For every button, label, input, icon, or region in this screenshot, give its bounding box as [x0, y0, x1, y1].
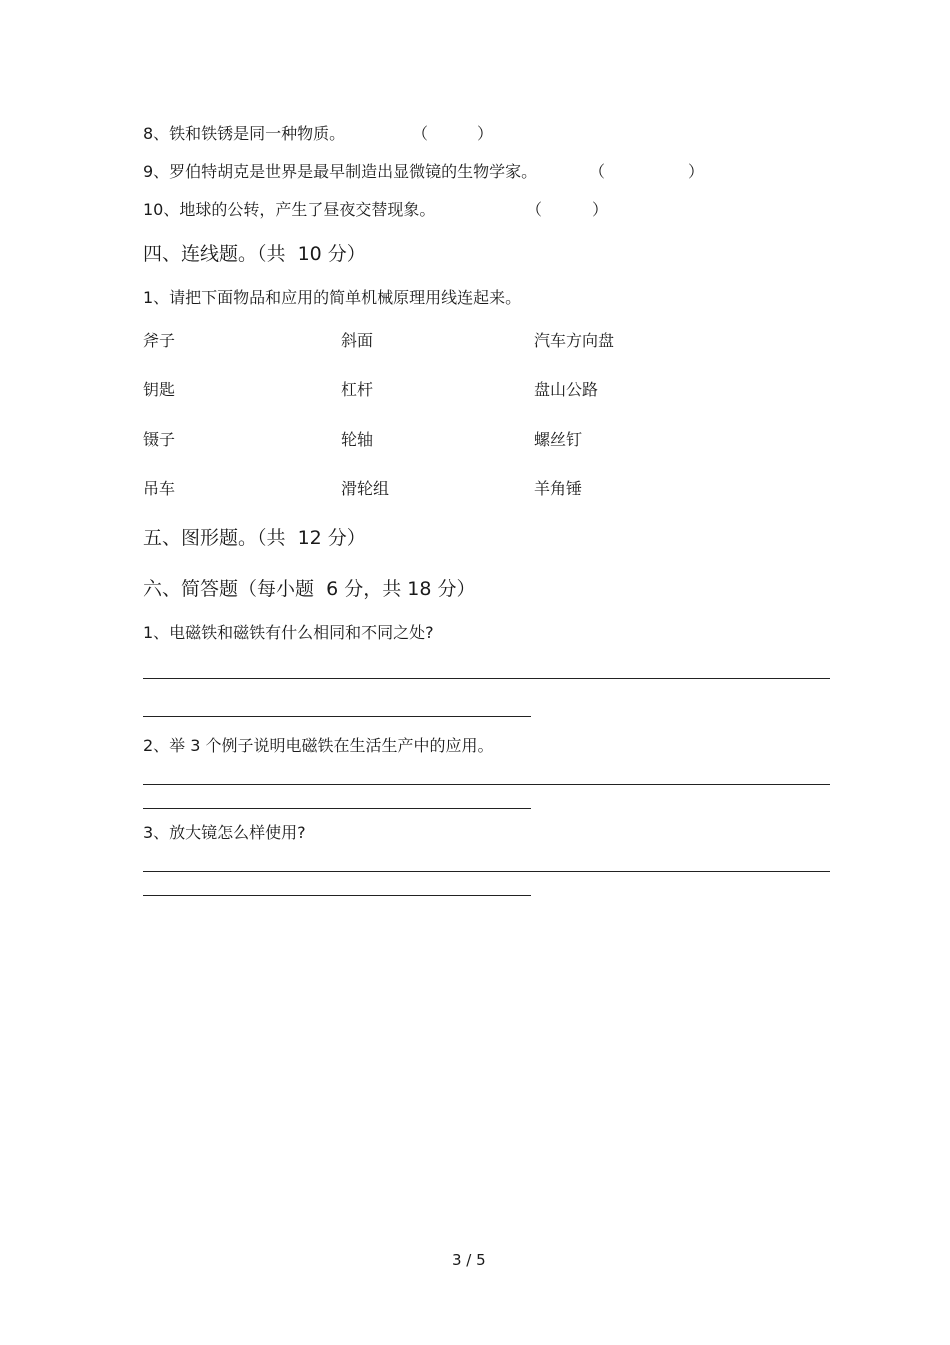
answer-line	[143, 784, 830, 785]
matching-principle: 滑轮组	[341, 479, 390, 498]
section-6-heading: 六、简答题（每小题 6 分，共 18 分）	[143, 578, 476, 600]
answer-line	[143, 808, 531, 809]
tf-question-9: 9、罗伯特胡克是世界是最早制造出显微镜的生物学家。	[143, 162, 538, 181]
short-answer-question-3: 3、放大镜怎么样使用?	[143, 823, 306, 842]
matching-principle: 杠杆	[341, 380, 374, 399]
matching-item: 钥匙	[143, 380, 176, 399]
matching-item: 斧子	[143, 331, 176, 350]
matching-principle: 斜面	[341, 331, 374, 350]
tf-question-10: 10、地球的公转，产生了昼夜交替现象。	[143, 200, 436, 219]
matching-principle: 轮轴	[341, 430, 374, 449]
matching-item: 镊子	[143, 430, 176, 449]
matching-application: 盘山公路	[534, 380, 599, 399]
short-answer-question-2: 2、举 3 个例子说明电磁铁在生活生产中的应用。	[143, 736, 494, 755]
matching-application: 螺丝钉	[534, 430, 583, 449]
section-5-heading: 五、图形题。（共 12 分）	[143, 527, 366, 549]
answer-line	[143, 895, 531, 896]
answer-line	[143, 678, 830, 679]
short-answer-question-1: 1、电磁铁和磁铁有什么相同和不同之处?	[143, 623, 434, 642]
answer-paren-open: （	[526, 200, 543, 219]
answer-line	[143, 871, 830, 872]
matching-item: 吊车	[143, 479, 176, 498]
answer-paren-close: ）	[592, 200, 609, 219]
matching-application: 羊角锤	[534, 479, 583, 498]
matching-application: 汽车方向盘	[534, 331, 615, 350]
answer-line	[143, 716, 531, 717]
section-4-heading: 四、连线题。（共 10 分）	[143, 243, 366, 265]
tf-question-8: 8、铁和铁锈是同一种物质。	[143, 124, 346, 143]
answer-paren-close: ）	[477, 124, 494, 143]
answer-paren-open: （	[412, 124, 429, 143]
matching-instruction: 1、请把下面物品和应用的简单机械原理用线连起来。	[143, 288, 522, 307]
answer-paren-close: ）	[688, 162, 705, 181]
answer-paren-open: （	[589, 162, 606, 181]
page-number: 3 / 5	[452, 1251, 486, 1269]
